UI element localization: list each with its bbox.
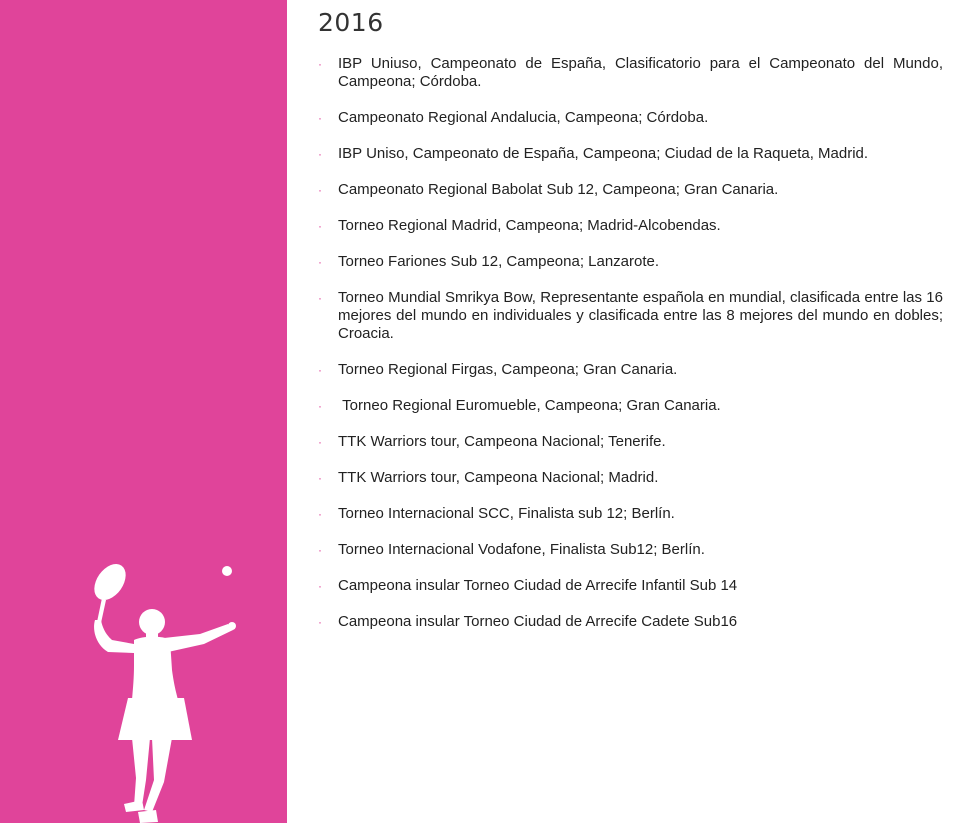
achievements-section — [318, 8, 943, 649]
list-item — [318, 253, 943, 271]
award-text: Torneo Regional Madrid, Campeona; Madrid-Alcobendas. — [338, 217, 721, 234]
award-text: IBP Uniuso, Campeonato de España, Clasificatorio para el Campeonato del Mundo, Campeona; Córdoba. — [338, 55, 943, 90]
list-item — [318, 109, 943, 127]
tennis-player-silhouette-icon — [80, 560, 250, 823]
list-item — [318, 505, 943, 523]
award-text: IBP Uniso, Campeonato de España, Campeona; Ciudad de la Raqueta, Madrid. — [338, 145, 869, 162]
list-item — [318, 55, 943, 91]
bullet-icon: · — [318, 399, 322, 413]
bullet-icon: · — [318, 147, 322, 161]
bullet-icon: · — [318, 471, 322, 485]
award-text: TTK Warriors tour, Campeona Nacional; Tenerife. — [338, 433, 666, 450]
list-item — [318, 577, 943, 595]
bullet-icon: · — [318, 435, 322, 449]
list-item — [318, 397, 943, 415]
list-item — [318, 181, 943, 199]
bullet-icon: · — [318, 291, 322, 305]
award-text: Campeona insular Torneo Ciudad de Arrecife Infantil Sub 14 — [338, 577, 738, 594]
bullet-icon: · — [318, 363, 322, 377]
award-text: Campeonato Regional Andalucia, Campeona; Córdoba. — [338, 109, 709, 126]
bullet-icon: · — [318, 255, 322, 269]
list-item — [318, 361, 943, 379]
bullet-icon: · — [318, 579, 322, 593]
bullet-icon: · — [318, 615, 322, 629]
list-item — [318, 217, 943, 235]
award-text: Campeona insular Torneo Ciudad de Arrecife Cadete Sub16 — [338, 613, 738, 630]
award-text: Campeonato Regional Babolat Sub 12, Campeona; Gran Canaria. — [338, 181, 779, 198]
award-text: Torneo Internacional Vodafone, Finalista Sub12; Berlín. — [338, 541, 705, 558]
list-item — [318, 145, 943, 163]
awards-list — [318, 55, 943, 631]
award-text: Torneo Regional Firgas, Campeona; Gran Canaria. — [338, 361, 678, 378]
award-text: Torneo Fariones Sub 12, Campeona; Lanzarote. — [338, 253, 660, 270]
bullet-icon: · — [318, 219, 322, 233]
section-year-title: 2016 — [318, 8, 384, 37]
list-item — [318, 433, 943, 451]
list-item — [318, 289, 943, 343]
award-text: TTK Warriors tour, Campeona Nacional; Madrid. — [338, 469, 659, 486]
bullet-icon: · — [318, 183, 322, 197]
list-item — [318, 469, 943, 487]
bullet-icon: · — [318, 507, 322, 521]
pink-sidebar — [0, 0, 287, 823]
bullet-icon: · — [318, 111, 322, 125]
bullet-icon: · — [318, 57, 322, 71]
award-text: Torneo Regional Euromueble, Campeona; Gran Canaria. — [338, 397, 721, 414]
award-text: Torneo Internacional SCC, Finalista sub 12; Berlín. — [338, 505, 675, 522]
award-text: Torneo Mundial Smrikya Bow, Representante española en mundial, clasificada entre las 16 mejores del mundo en individuales y clasificada entre las 8 mejores del mundo en dobles; Croacia. — [338, 289, 943, 342]
list-item — [318, 613, 943, 631]
list-item — [318, 541, 943, 559]
bullet-icon: · — [318, 543, 322, 557]
